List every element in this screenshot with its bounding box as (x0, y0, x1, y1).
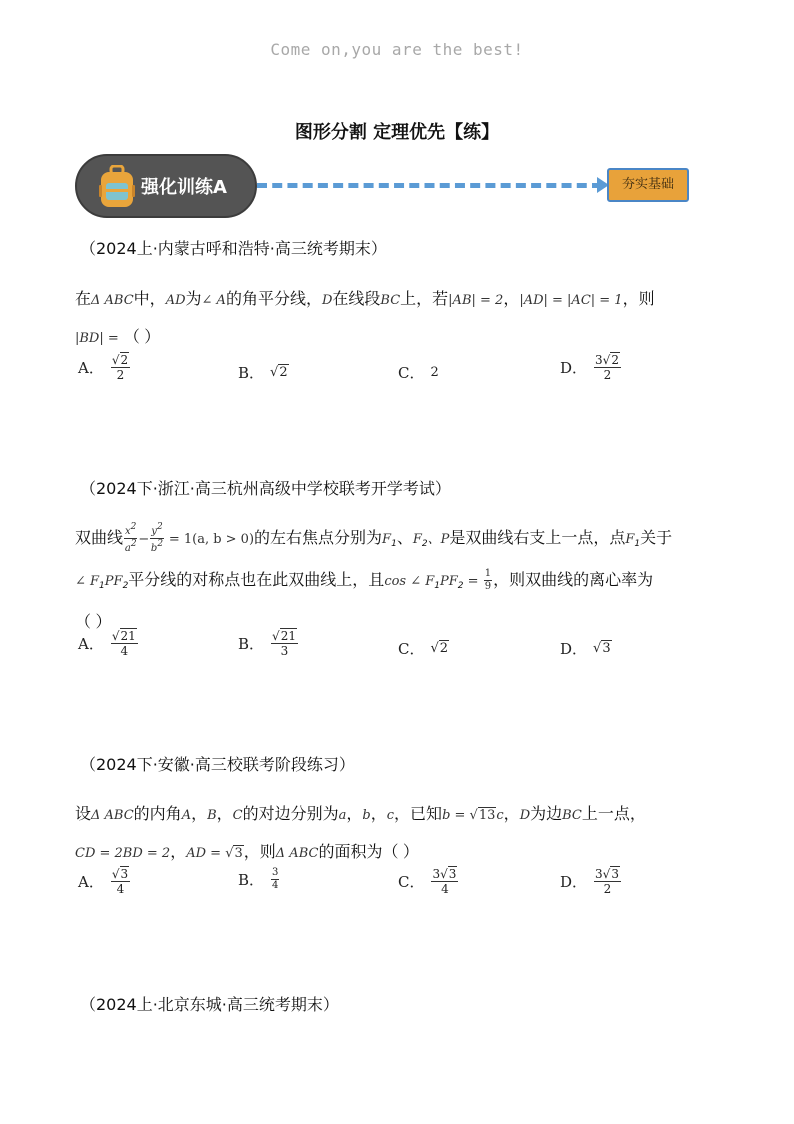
option-c[interactable]: C． $\frac{3√3}{4}$ (398, 867, 457, 896)
option-c[interactable]: C． √2 (398, 640, 449, 658)
question-3-options (78, 868, 728, 908)
backpack-icon (99, 165, 135, 209)
option-b[interactable]: B． $\frac{3}{4}$ (238, 867, 279, 891)
option-d[interactable]: D． $\frac{3√3}{2}$ (560, 867, 619, 896)
question-4-source: （2024上·北京东城·高三统考期末） (80, 995, 339, 1014)
option-a[interactable]: A． $\frac{√21}{4}$ (78, 629, 136, 658)
question-2-stem: 双曲线 $\frac{x2}{a2}$ − $\frac{y2}{b2}$ = 1(a, b > 0)的左右焦点分别为$F_1$、$F_2$、P是双曲线右支上一点，点$F_1$关于 ∠ $F_1PF_2$平分线的对称点也在此双曲线上，且cos ∠ $F_1PF_2$ = $\frac{1}{9}$ ，则双曲线的离心率为 （ ） (75, 522, 673, 631)
section-banner (75, 154, 695, 220)
section-label: 强化训练A (141, 177, 227, 198)
question-2-options (78, 630, 728, 670)
option-a[interactable]: A． $\frac{√2}{2}$ (78, 353, 129, 382)
option-d[interactable]: D． $\frac{3√2}{2}$ (560, 353, 619, 382)
question-3-stem: 设Δ ABC的内角A，B，C的对边分别为a，b，c，已知b = √13c，D为边BC上一点， CD = 2BD = 2，AD = √3，则Δ ABC的面积为（ ） (75, 804, 646, 861)
question-2-source: （2024下·浙江·高三杭州高级中学校联考开学考试） (80, 479, 451, 498)
arrow-line (257, 183, 602, 188)
question-3-source: （2024下·安徽·高三校联考阶段练习） (80, 755, 355, 774)
question-1-options (78, 354, 728, 394)
option-b[interactable]: B． √2 (238, 364, 288, 382)
option-d[interactable]: D． √3 (560, 640, 611, 658)
section-pill (75, 154, 257, 218)
foundation-tag: 夯实基础 (607, 168, 689, 202)
option-b[interactable]: B． $\frac{√21}{3}$ (238, 629, 296, 658)
option-c[interactable]: C． 2 (398, 364, 439, 382)
option-a[interactable]: A． $\frac{√3}{4}$ (78, 867, 129, 896)
question-1-stem: 在Δ ABC中，AD为∠ A的角平分线，D在线段BC上，若|AB| = 2，|AD| = |AC| = 1，则 |BD| = （ ） (75, 289, 655, 346)
page-title: 图形分割 定理优先【练】 (294, 122, 500, 143)
question-1-source: （2024上·内蒙古呼和浩特·高三统考期末） (80, 239, 387, 258)
watermark-text: Come on,you are the best! (270, 40, 524, 59)
